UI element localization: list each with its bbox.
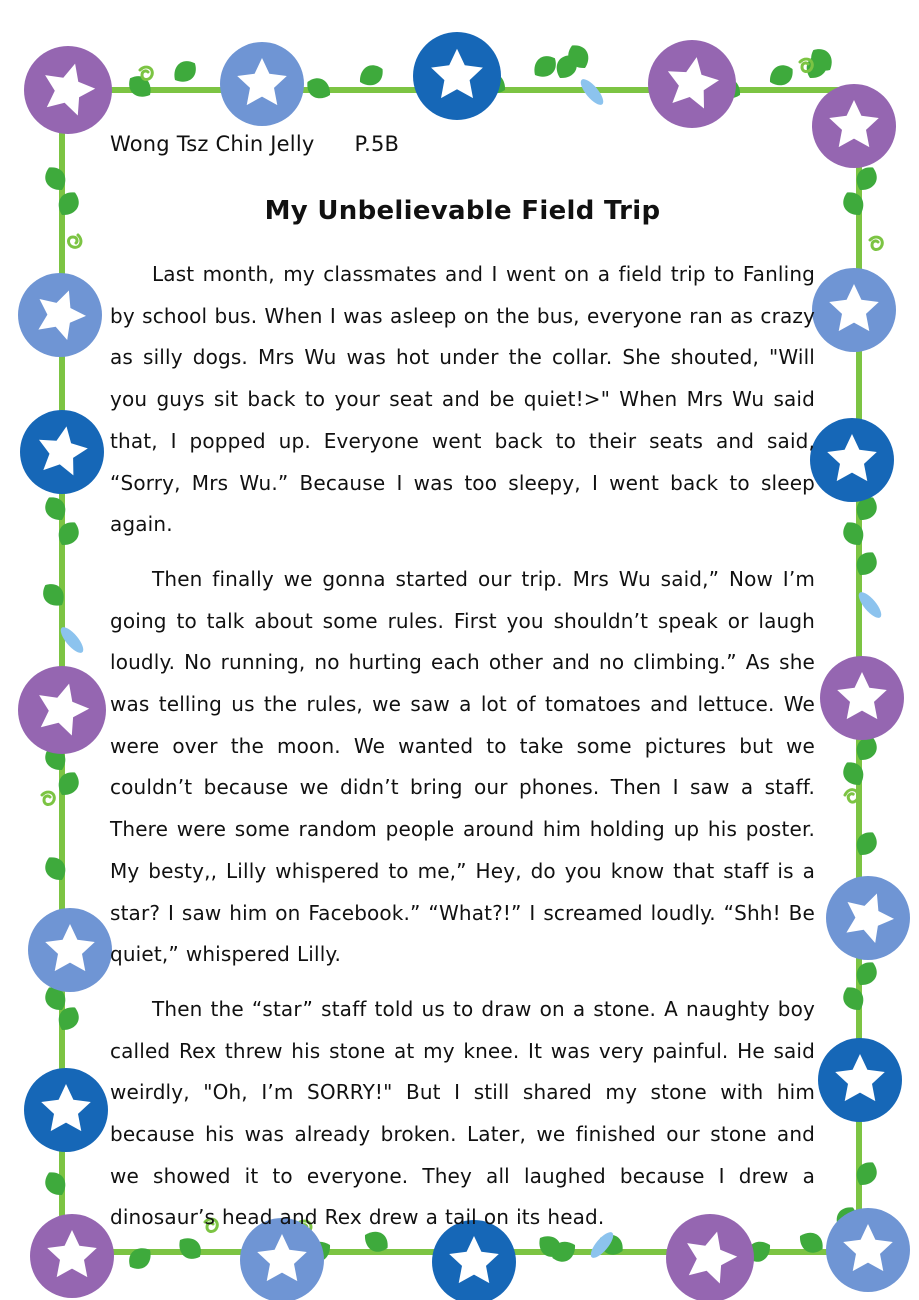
leaf-icon [839, 188, 869, 220]
leaf-icon [41, 163, 71, 195]
essay [110, 128, 815, 1252]
author-line [110, 128, 815, 160]
leaf-icon [54, 518, 84, 550]
leaf-icon [41, 1168, 71, 1200]
leaf-icon [839, 758, 869, 790]
class-label: P.5B [354, 132, 400, 156]
leaf-icon [41, 853, 71, 885]
leaf-icon [765, 61, 797, 91]
leaf-icon [839, 983, 869, 1015]
tendril-icon [140, 67, 152, 79]
leaf-icon [41, 493, 71, 525]
tendril-icon [42, 792, 54, 804]
leaf-icon [839, 518, 869, 550]
author-name: Wong Tsz Chin Jelly [110, 132, 315, 156]
paragraph-1: Last month, my classmates and I went on a field trip to Fanling by school bus. When I was asleep on the bus, everyone ran as crazy as silly dogs. Mrs Wu was hot under the collar. She shouted, "Will you guys sit back to your seat and be quiet!>" When Mrs Wu said that, I popped up. Everyone went back to their seats and said, “Sorry, Mrs Wu.” Because I was too sleepy, I went back to sleep again. [110, 262, 815, 537]
tendril-icon [69, 235, 81, 247]
paragraph-3: Then the “star” staff told us to draw on a stone. A naughty boy called Rex threw his stone at my knee. It was very painful. He said weirdly, "Oh, I’m SORRY!" But I still shared my stone with him because his was already broken. Later, we finished our stone and we showed it to everyone. They all laughed because I drew a dinosaur’s head and Rex drew a tail on its head. [110, 996, 815, 1230]
essay-title: My Unbelievable Field Trip [264, 196, 661, 226]
leaf-icon [355, 61, 387, 91]
leaf-icon [169, 56, 201, 88]
leaf-icon [529, 51, 561, 83]
leaf-icon [54, 188, 84, 220]
paragraph-2: Then finally we gonna started our trip. Mrs Wu said,” Now I’m going to talk about some rules. First you shouldn’t speak or laugh loudly. No running, no hurting each other and no climbing.” As she was telling us the rules, we saw a lot of tomatoes and lettuce. We were over the moon. We wanted to take some pictures but we couldn’t because we didn’t bring our phones. Then I saw a staff. There were some random people around him holding up his poster. My besty,, Lilly whispered to me,” Hey, do you know that staff is a star? I saw him on Facebook.” “What?!” I screamed loudly. “Shh! Be quiet,” whispered Lilly. [110, 566, 815, 967]
leaf-icon [54, 768, 84, 800]
tendril-icon [870, 237, 882, 249]
